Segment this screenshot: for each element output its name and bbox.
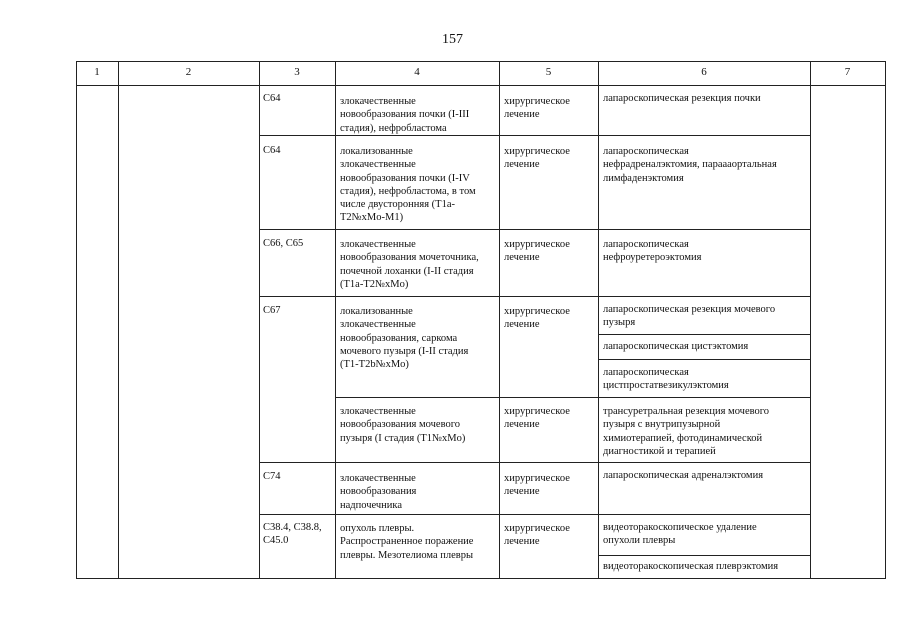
cell-code: C74 xyxy=(263,471,281,482)
cell-treatment: хирургическое лечение xyxy=(504,146,570,171)
header-bottom-border xyxy=(76,85,886,86)
cell-diagnosis: локализованные злокачественные новообразования почки (I-IV стадия), нефробластома, в том числе двусторонняя (T1a- T2№xMo-M1) xyxy=(340,146,476,224)
cell-method: видеоторакоскопическая плеврэктомия xyxy=(603,561,779,572)
cell-method: лапароскопическая цистпростатвезикулэктомия xyxy=(603,367,729,392)
col-border-2 xyxy=(259,61,260,579)
header-col-2: 2 xyxy=(185,66,192,78)
cell-code: C64 xyxy=(263,93,281,104)
cell-treatment: хирургическое лечение xyxy=(504,406,570,431)
row-separator xyxy=(259,462,810,463)
row-separator xyxy=(259,229,810,230)
cell-method: лапароскопическая цистэктомия xyxy=(603,341,749,352)
cell-diagnosis: локализованные злокачественные новообразования, саркома мочевого пузыря (I-II стадия (T1-T2b№xMo) xyxy=(340,306,469,371)
cell-treatment: хирургическое лечение xyxy=(504,473,570,498)
cell-treatment: хирургическое лечение xyxy=(504,523,570,548)
cell-code: C38.4, C38.8, C45.0 xyxy=(263,522,322,547)
col-border-3 xyxy=(335,61,336,579)
cell-treatment: хирургическое лечение xyxy=(504,96,570,121)
header-col-1: 1 xyxy=(94,66,100,78)
cell-diagnosis: злокачественные новообразования мочеточника, почечной лоханки (I-II стадия (T1a-T2№xMo) xyxy=(340,239,479,290)
page-number: 157 xyxy=(442,32,463,47)
cell-diagnosis: опухоль плевры. Распространенное поражение плевры. Мезотелиома плевры xyxy=(340,523,474,561)
cell-method: видеоторакоскопическое удаление опухоли плевры xyxy=(603,522,757,547)
col-border-4 xyxy=(499,61,500,579)
col-border-0 xyxy=(76,61,77,579)
col-border-1 xyxy=(118,61,119,579)
header-col-4: 4 xyxy=(414,66,420,78)
col-border-6 xyxy=(810,61,811,579)
method-separator xyxy=(598,359,810,360)
header-col-7: 7 xyxy=(844,66,851,78)
col-border-5 xyxy=(598,61,599,579)
cell-code: C67 xyxy=(263,305,281,316)
header-col-3: 3 xyxy=(294,66,300,78)
table-top-border xyxy=(76,61,886,62)
cell-method: лапароскопическая нефроуретероэктомия xyxy=(603,239,702,264)
header-col-6: 6 xyxy=(701,66,707,78)
col-border-7 xyxy=(885,61,886,579)
row-separator xyxy=(259,135,810,136)
cell-treatment: хирургическое лечение xyxy=(504,239,570,264)
cell-diagnosis: злокачественные новообразования надпочечника xyxy=(340,473,417,511)
method-separator xyxy=(598,334,810,335)
row-separator xyxy=(335,397,810,398)
cell-diagnosis: злокачественные новообразования почки (I-III стадия), нефробластома xyxy=(340,96,470,134)
cell-method: лапароскопическая резекция мочевого пузыря xyxy=(603,304,776,329)
row-separator xyxy=(259,514,810,515)
cell-method: трансуретральная резекция мочевого пузыря с внутрипузырной химиотерапией, фотодинамической диагностикой и терапией xyxy=(603,406,770,457)
header-col-5: 5 xyxy=(545,66,552,78)
cell-method: лапароскопическая нефрадреналэктомия, параааортальная лимфаденэктомия xyxy=(603,146,777,184)
cell-method: лапароскопическая резекция почки xyxy=(603,93,761,104)
cell-method: лапароскопическая адреналэктомия xyxy=(603,470,764,481)
row-separator xyxy=(259,296,810,297)
cell-code: C66, C65 xyxy=(263,238,304,249)
method-separator xyxy=(598,555,810,556)
cell-treatment: хирургическое лечение xyxy=(504,306,570,331)
cell-code: C64 xyxy=(263,145,281,156)
cell-diagnosis: злокачественные новообразования мочевого пузыря (I стадия (T1№xMo) xyxy=(340,406,466,444)
table-bottom-border xyxy=(76,578,886,579)
